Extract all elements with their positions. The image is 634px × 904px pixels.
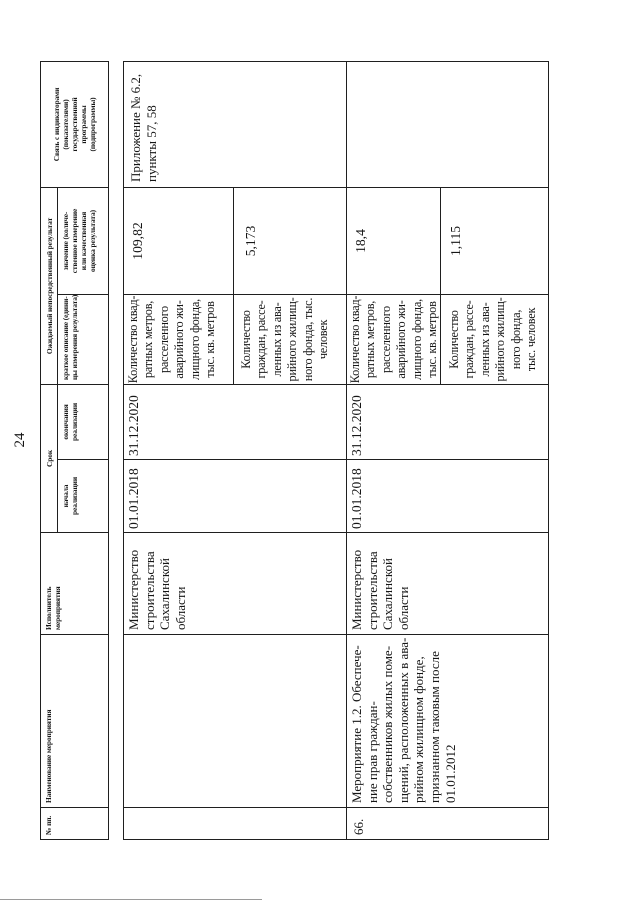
indicator-link-cell: Приложение № 6.2, пункты 57, 58 [123,61,347,188]
scan-edge-line [0,899,262,900]
result-description-cell: Количество квад- ратных метров, расселенного аварийного жи- лищного фонда, тыс. кв. метров [123,294,234,385]
row-number-cell [123,807,347,840]
header-term-start-cell: начала реализации [57,459,109,533]
page-number: 24 [12,432,28,448]
result-value-cell: 5,173 [233,187,347,295]
measure-name-cell [123,634,347,808]
result-value-cell: 1,115 [440,187,549,295]
header-result-cell: Ожидаемый непосредственный результат [40,187,58,385]
start-date-cell: 01.01.2018 [346,459,549,533]
header-result-description-cell: краткое описание (едини- цы измерения результата) [57,294,109,385]
result-description-cell: Количество квад- ратных метров, расселенного аварийного жи- лищного фонда, тыс. кв. метров [348,295,440,384]
end-date-cell: 31.12.2020 [346,384,549,460]
result-value-cell: 109,82 [123,187,234,295]
header-term-end-cell: окончания реализации [57,384,109,460]
row-number-cell: 66. [346,807,549,840]
indicator-link-cell [346,61,549,188]
result-description-cell: Количество граждан, рассе- ленных из ава- рийного жилищ- ного фонда, тыс. человек [440,294,549,385]
header-term-cell: Срок [40,384,58,533]
end-date-cell: 31.12.2020 [123,384,347,460]
result-description-cell: Количество граждан, рассе- ленных из ава- рийного жилищ- ного фонда, тыс. человек [233,294,347,385]
header-result-value-cell: значение (количе- ственное измерение или качественная оценка результата) [57,187,109,295]
header-indicator-link-cell: Связь с индикаторами (показателями) государственной программы (подпрограммы) [40,61,109,188]
header-name-cell: Наименование мероприятия [40,634,109,808]
executor-cell: Министерство строительства Сахалинской области [123,532,347,635]
start-date-cell: 01.01.2018 [123,459,347,533]
header-number-cell: № пп. [40,807,109,840]
result-value-cell: 18,4 [346,187,441,295]
header-executor-cell: Исполнитель мероприятия [40,532,109,635]
executor-cell: Министерство строительства Сахалинской области [346,532,549,635]
measure-name-cell: Мероприятие 1.2. Обеспече- ние прав граждан- собственников жилых поме- щений, расположенных в ава- рийном жилищном фонде, признанном таковым после 01.01.2012 [346,634,549,808]
